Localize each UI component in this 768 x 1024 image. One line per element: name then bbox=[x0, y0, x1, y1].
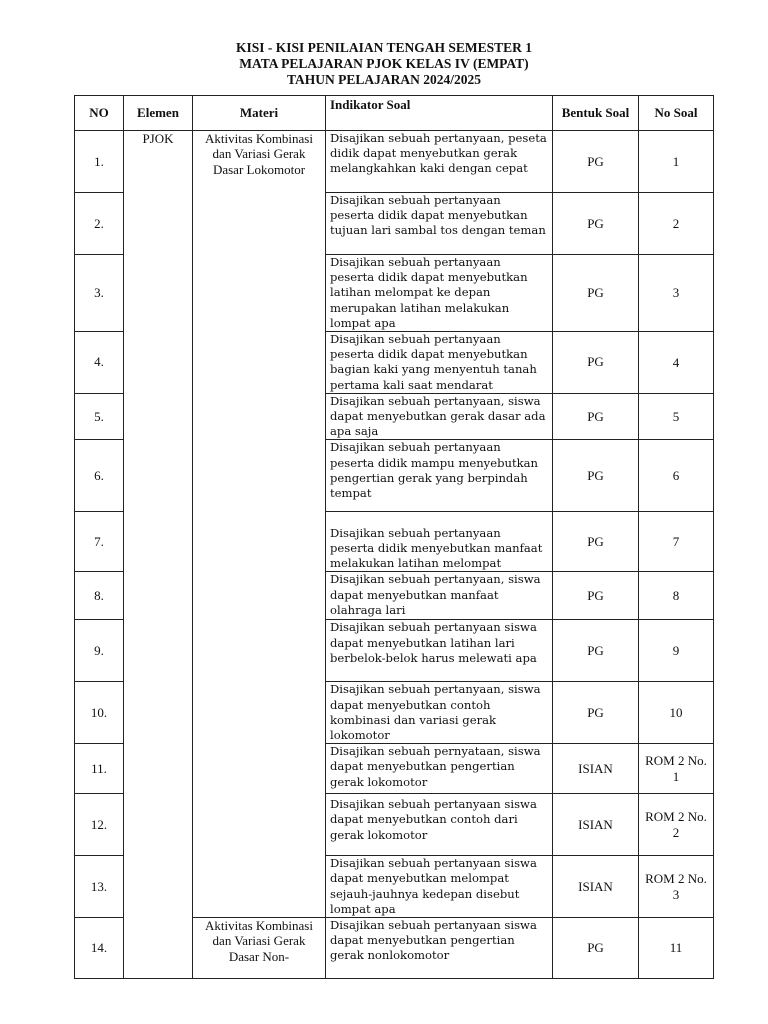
indikator-cell: Disajikan sebuah pertanyaan siswa dapat menyebutkan latihan lari berbelok-belok harus melewati apa bbox=[326, 620, 553, 682]
bentuk-cell: PG bbox=[553, 255, 639, 332]
elemen-cell: PJOK bbox=[124, 131, 193, 979]
document-title: KISI - KISI PENILAIAN TENGAH SEMESTER 1 bbox=[235, 40, 533, 55]
indikator-cell: Disajikan sebuah pertanyaan, peseta didik dapat menyebutkan gerak melangkahkan kaki dengan cepat bbox=[326, 131, 553, 193]
no-soal-cell: 4 bbox=[639, 332, 714, 394]
no-soal-cell: ROM 2 No. 2 bbox=[639, 794, 714, 856]
bentuk-cell: PG bbox=[553, 440, 639, 512]
table-header-row bbox=[75, 96, 714, 131]
no-soal-cell: 6 bbox=[639, 440, 714, 512]
row-no: 10. bbox=[75, 682, 124, 744]
no-soal-cell: 10 bbox=[639, 682, 714, 744]
no-soal-cell: ROM 2 No. 3 bbox=[639, 856, 714, 918]
indikator-cell: Disajikan sebuah pertanyaan siswa dapat menyebutkan pengertian gerak nonlokomotor bbox=[326, 918, 553, 979]
indikator-cell: Disajikan sebuah pernyataan, siswa dapat menyebutkan pengertian gerak lokomotor bbox=[326, 744, 553, 794]
bentuk-cell: PG bbox=[553, 512, 639, 572]
row-no: 1. bbox=[75, 131, 124, 193]
indikator-cell: Disajikan sebuah pertanyaan peserta didik dapat menyebutkan tujuan lari sambal tos dengan teman bbox=[326, 193, 553, 255]
bentuk-cell: ISIAN bbox=[553, 856, 639, 918]
no-soal-cell: 5 bbox=[639, 393, 714, 440]
header-bentuk-soal: Bentuk Soal bbox=[553, 96, 639, 131]
header-elemen: Elemen bbox=[124, 96, 193, 131]
indikator-cell: Disajikan sebuah pertanyaan, siswa dapat menyebutkan contoh kombinasi dan variasi gerak lokomotor bbox=[326, 682, 553, 744]
bentuk-cell: PG bbox=[553, 918, 639, 979]
row-no: 4. bbox=[75, 332, 124, 394]
row-no: 8. bbox=[75, 572, 124, 620]
no-soal-cell: 3 bbox=[639, 255, 714, 332]
bentuk-cell: PG bbox=[553, 682, 639, 744]
indikator-cell: Disajikan sebuah pertanyaan siswa dapat menyebutkan melompat sejauh-jauhnya kedepan disebut lompat apa bbox=[326, 856, 553, 918]
row-no: 9. bbox=[75, 620, 124, 682]
bentuk-cell: ISIAN bbox=[553, 744, 639, 794]
document-year: TAHUN PELAJARAN 2024/2025 bbox=[286, 72, 481, 87]
header-no-soal: No Soal bbox=[639, 96, 714, 131]
kisi-kisi-table bbox=[74, 95, 714, 979]
bentuk-cell: PG bbox=[553, 393, 639, 440]
materi-cell: Aktivitas Kombinasi dan Variasi Gerak Dasar Lokomotor bbox=[193, 131, 326, 918]
no-soal-cell: 8 bbox=[639, 572, 714, 620]
no-soal-cell: 1 bbox=[639, 131, 714, 193]
indikator-cell: Disajikan sebuah pertanyaan peserta didik menyebutkan manfaat melakukan latihan melompat bbox=[326, 512, 553, 572]
row-no: 11. bbox=[75, 744, 124, 794]
row-no: 12. bbox=[75, 794, 124, 856]
bentuk-cell: PG bbox=[553, 572, 639, 620]
row-no: 3. bbox=[75, 255, 124, 332]
indikator-cell: Disajikan sebuah pertanyaan peserta didik dapat menyebutkan latihan melompat ke depan merupakan latihan melakukan lompat apa bbox=[326, 255, 553, 332]
indikator-cell: Disajikan sebuah pertanyaan, siswa dapat menyebutkan gerak dasar ada apa saja bbox=[326, 393, 553, 440]
no-soal-cell: 9 bbox=[639, 620, 714, 682]
materi-cell: Aktivitas Kombinasi dan Variasi Gerak Dasar Non- bbox=[193, 918, 326, 979]
no-soal-cell: 7 bbox=[639, 512, 714, 572]
bentuk-cell: PG bbox=[553, 620, 639, 682]
indikator-cell: Disajikan sebuah pertanyaan, siswa dapat menyebutkan manfaat olahraga lari bbox=[326, 572, 553, 620]
table-row bbox=[75, 131, 714, 193]
bentuk-cell: PG bbox=[553, 332, 639, 394]
no-soal-cell: ROM 2 No. 1 bbox=[639, 744, 714, 794]
row-no: 7. bbox=[75, 512, 124, 572]
indikator-cell: Disajikan sebuah pertanyaan siswa dapat menyebutkan contoh dari gerak lokomotor bbox=[326, 794, 553, 856]
row-no: 5. bbox=[75, 393, 124, 440]
header-materi: Materi bbox=[193, 96, 326, 131]
row-no: 14. bbox=[75, 918, 124, 979]
no-soal-cell: 2 bbox=[639, 193, 714, 255]
bentuk-cell: PG bbox=[553, 193, 639, 255]
header-indikator: Indikator Soal bbox=[326, 96, 553, 131]
bentuk-cell: PG bbox=[553, 131, 639, 193]
bentuk-cell: ISIAN bbox=[553, 794, 639, 856]
row-no: 6. bbox=[75, 440, 124, 512]
indikator-cell: Disajikan sebuah pertanyaan peserta didik dapat menyebutkan bagian kaki yang menyentuh tanah pertama kali saat mendarat bbox=[326, 332, 553, 394]
document-subject: MATA PELAJARAN PJOK KELAS IV (EMPAT) bbox=[239, 56, 529, 71]
header-no: NO bbox=[75, 96, 124, 131]
row-no: 13. bbox=[75, 856, 124, 918]
row-no: 2. bbox=[75, 193, 124, 255]
indikator-cell: Disajikan sebuah pertanyaan peserta didik mampu menyebutkan pengertian gerak yang berpindah tempat bbox=[326, 440, 553, 512]
no-soal-cell: 11 bbox=[639, 918, 714, 979]
